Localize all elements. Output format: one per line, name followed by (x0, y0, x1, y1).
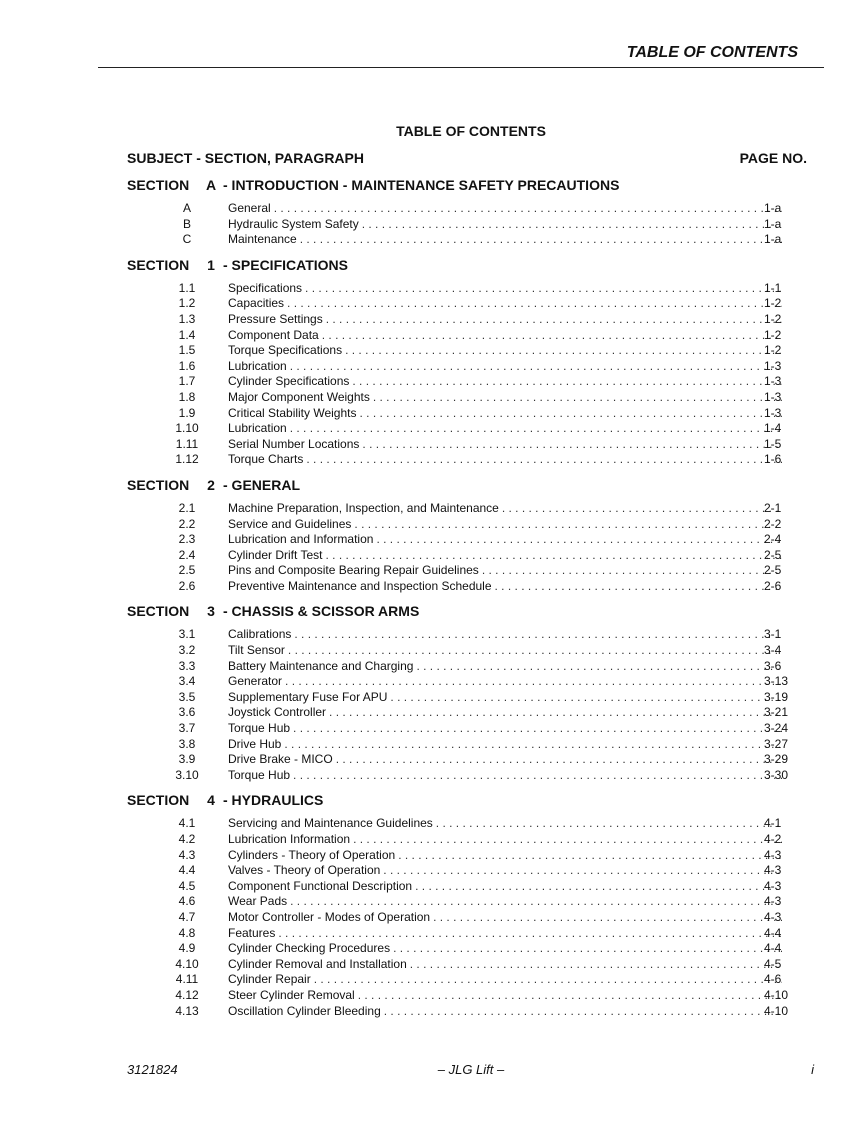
section-label: SECTION (127, 792, 190, 809)
dot-leader (416, 659, 782, 675)
entry-page: 1-4 (764, 421, 782, 436)
entry-number: 4.12 (175, 987, 199, 1002)
entry-leader (228, 941, 782, 957)
entry-page: 2-5 (764, 563, 782, 578)
dot-leader (287, 296, 782, 312)
entry-leader (228, 705, 782, 721)
section-label: SECTION (127, 256, 190, 273)
entry-title: Hydraulic System Safety (228, 216, 359, 231)
entry-page: 3-29 (764, 752, 789, 767)
dot-leader (322, 328, 782, 344)
entry-number: 3.10 (175, 767, 199, 782)
entry-number: 1.2 (178, 296, 196, 311)
toc-entry[interactable] (0, 659, 866, 675)
entry-page: 3-13 (764, 674, 789, 689)
dot-leader (359, 406, 782, 422)
dot-leader (293, 721, 782, 737)
entry-leader (228, 768, 782, 784)
dot-leader (398, 848, 782, 864)
toc-entry[interactable] (0, 1004, 866, 1020)
entry-number: C (182, 232, 192, 247)
dot-leader (410, 957, 782, 973)
entry-title: Major Component Weights (228, 389, 370, 404)
toc-section (0, 596, 866, 783)
section-number: 3 (207, 603, 215, 620)
entry-leader (228, 532, 782, 548)
toc-entry[interactable] (0, 421, 866, 437)
toc-entry[interactable] (0, 452, 866, 468)
entry-page: 3-24 (764, 721, 789, 736)
toc-entry[interactable] (0, 957, 866, 973)
entry-leader (228, 659, 782, 675)
entry-title: Cylinder Repair (228, 972, 311, 987)
entry-leader (228, 816, 782, 832)
entry-title: Torque Charts (228, 452, 304, 467)
toc-entry[interactable] (0, 312, 866, 328)
entry-leader (228, 406, 782, 422)
entry-number: 2.3 (178, 532, 196, 547)
entry-leader (228, 690, 782, 706)
entry-page: 4-1 (764, 816, 782, 831)
dot-leader (285, 674, 782, 690)
dot-leader (284, 737, 782, 753)
entry-leader (228, 832, 782, 848)
entry-title: Joystick Controller (228, 705, 327, 720)
entry-leader (228, 501, 782, 517)
entry-page: 4-5 (764, 956, 782, 971)
entry-leader (228, 863, 782, 879)
entry-page: 1-3 (764, 405, 782, 420)
toc-section (0, 785, 866, 1019)
entry-number: 1.6 (178, 358, 196, 373)
toc-entry[interactable] (0, 926, 866, 942)
entry-title: Torque Hub (228, 767, 291, 782)
dot-leader (329, 705, 782, 721)
entry-page: 4-3 (764, 847, 782, 862)
entry-number: 4.4 (178, 863, 196, 878)
entry-leader (228, 548, 782, 564)
entry-title: Torque Hub (228, 721, 291, 736)
entry-number: 4.13 (175, 1003, 199, 1018)
entry-page: 3-19 (764, 689, 789, 704)
section-label: SECTION (127, 476, 190, 493)
entry-page: 1-5 (764, 436, 782, 451)
toc-entry[interactable] (0, 674, 866, 690)
toc-entry[interactable] (0, 548, 866, 564)
entry-number: 1.11 (175, 436, 199, 451)
dot-leader (345, 343, 782, 359)
dot-leader (433, 910, 782, 926)
entry-title: Specifications (228, 280, 303, 295)
toc-title: TABLE OF CONTENTS (396, 123, 546, 139)
dot-leader (294, 627, 782, 643)
toc-list (0, 170, 866, 1021)
entry-page: 1-2 (764, 343, 782, 358)
toc-entry[interactable] (0, 988, 866, 1004)
entry-page: 3-27 (764, 736, 789, 751)
dot-leader (293, 768, 782, 784)
entry-page: 4-6 (764, 972, 782, 987)
toc-section (0, 170, 866, 248)
toc-entry[interactable] (0, 437, 866, 453)
entry-leader (228, 1004, 782, 1020)
dot-leader (393, 941, 782, 957)
dot-leader (383, 863, 782, 879)
entry-leader (228, 452, 782, 468)
entry-leader (228, 752, 782, 768)
entry-title: Cylinders - Theory of Operation (228, 847, 396, 862)
entry-title: Serial Number Locations (228, 436, 360, 451)
entry-leader (228, 296, 782, 312)
entry-page: 4-4 (764, 925, 782, 940)
entry-page: 1-6 (764, 452, 782, 467)
toc-entry[interactable] (0, 374, 866, 390)
toc-entry[interactable] (0, 972, 866, 988)
entry-leader (228, 374, 782, 390)
entry-page: 4-10 (764, 1003, 789, 1018)
dot-leader (354, 517, 782, 533)
toc-entry[interactable] (0, 563, 866, 579)
entry-page: 3-21 (764, 705, 789, 720)
entry-number: 1.5 (178, 343, 196, 358)
entry-number: 4.2 (178, 832, 196, 846)
entry-title: Component Data (228, 327, 319, 342)
entry-page: 2-1 (764, 500, 782, 515)
entry-title: Preventive Maintenance and Inspection Schedule (228, 578, 492, 593)
section-heading[interactable] (0, 170, 866, 201)
dot-leader (495, 579, 782, 595)
toc-entry[interactable] (0, 752, 866, 768)
entry-page: 4-3 (764, 894, 782, 909)
entry-title: Servicing and Maintenance Guidelines (228, 816, 433, 831)
dot-leader (290, 359, 782, 375)
entry-page: 4-10 (764, 987, 789, 1002)
entry-leader (228, 894, 782, 910)
toc-entry[interactable] (0, 705, 866, 721)
entry-title: Lubrication and Information (228, 532, 374, 547)
entry-leader (228, 674, 782, 690)
entry-number: 4.11 (175, 972, 199, 987)
entry-leader (228, 579, 782, 595)
dot-leader (482, 563, 782, 579)
toc-entry[interactable] (0, 517, 866, 533)
toc-entry[interactable] (0, 816, 866, 832)
dot-leader (336, 752, 782, 768)
section-heading[interactable] (0, 470, 866, 501)
entry-title: Motor Controller - Modes of Operation (228, 909, 431, 924)
toc-entry[interactable] (0, 359, 866, 375)
toc-entry[interactable] (0, 643, 866, 659)
entry-title: Drive Brake - MICO (228, 752, 333, 767)
entry-title: Capacities (228, 296, 285, 311)
dot-leader (358, 988, 782, 1004)
entry-leader (228, 201, 782, 217)
dot-leader (300, 232, 782, 248)
entry-page: 3-4 (764, 643, 782, 658)
entry-title: Calibrations (228, 627, 292, 642)
entry-number: 2.1 (178, 500, 196, 515)
toc-entry[interactable] (0, 894, 866, 910)
entry-number: 1.7 (178, 374, 196, 389)
entry-title: Cylinder Drift Test (228, 547, 323, 562)
dot-leader (278, 926, 782, 942)
entry-title: Pins and Composite Bearing Repair Guidelines (228, 563, 479, 578)
entry-leader (228, 848, 782, 864)
entry-page: 4-2 (764, 832, 782, 846)
entry-page: 4-3 (764, 909, 782, 924)
dot-leader (362, 217, 782, 233)
entry-page: 1-2 (764, 311, 782, 326)
entry-title: Cylinder Checking Procedures (228, 941, 391, 956)
dot-leader (415, 879, 782, 895)
entry-title: Torque Specifications (228, 343, 343, 358)
entry-leader (228, 232, 782, 248)
entry-page: 2-6 (764, 578, 782, 593)
toc-entry[interactable] (0, 232, 866, 248)
toc-entry[interactable] (0, 832, 866, 848)
dot-leader (384, 1004, 782, 1020)
toc-entry[interactable] (0, 690, 866, 706)
entry-leader (228, 563, 782, 579)
entry-title: Wear Pads (228, 894, 288, 909)
entry-title: Tilt Sensor (228, 643, 285, 658)
toc-entry[interactable] (0, 627, 866, 643)
footer-page-number: i (811, 1062, 814, 1077)
dot-leader (502, 501, 782, 517)
entry-leader (228, 281, 782, 297)
section-number: 2 (207, 476, 215, 493)
entry-leader (228, 359, 782, 375)
entry-number: 4.7 (178, 909, 196, 924)
entry-page: 1-2 (764, 296, 782, 311)
entry-leader (228, 390, 782, 406)
entry-number: 3.7 (178, 721, 196, 736)
dot-leader (274, 201, 782, 217)
entry-number: 1.8 (178, 389, 196, 404)
entry-title: Oscillation Cylinder Bleeding (228, 1003, 381, 1018)
entry-title: Cylinder Specifications (228, 374, 350, 389)
entry-page: 3-30 (764, 767, 789, 782)
entry-leader (228, 421, 782, 437)
entry-page: 1-1 (764, 280, 782, 295)
entry-page: 1-a (764, 201, 782, 215)
entry-title: Drive Hub (228, 736, 282, 751)
entry-number: 1.3 (178, 311, 196, 326)
toc-section (0, 470, 866, 595)
entry-number: A (182, 201, 191, 215)
entry-number: 3.4 (178, 674, 196, 689)
toc-entry[interactable] (0, 737, 866, 753)
dot-leader (436, 816, 782, 832)
entry-page: 1-3 (764, 389, 782, 404)
entry-leader (228, 879, 782, 895)
toc-entry[interactable] (0, 721, 866, 737)
dot-leader (353, 832, 782, 848)
dot-leader (362, 437, 782, 453)
entry-page: 1-3 (764, 374, 782, 389)
section-heading[interactable] (0, 596, 866, 627)
entry-leader (228, 721, 782, 737)
dot-leader (326, 312, 782, 328)
entry-title: Lubrication (228, 421, 287, 436)
toc-entry[interactable] (0, 501, 866, 517)
running-header-title: TABLE OF CONTENTS (626, 44, 798, 61)
entry-leader (228, 437, 782, 453)
entry-number: 4.5 (178, 878, 196, 893)
entry-number: 4.6 (178, 894, 196, 909)
entry-title: Valves - Theory of Operation (228, 863, 381, 878)
entry-page: 1-a (764, 216, 782, 231)
entry-page: 4-3 (764, 878, 782, 893)
entry-page: 2-2 (764, 516, 782, 531)
entry-number: B (182, 216, 191, 231)
dot-leader (290, 894, 782, 910)
section-title: - CHASSIS & SCISSOR ARMS (223, 603, 420, 620)
footer-doc-number: 3121824 (127, 1062, 178, 1077)
entry-number: 4.10 (175, 956, 199, 971)
entry-leader (228, 343, 782, 359)
entry-title: Generator (228, 674, 283, 689)
dot-leader (306, 452, 782, 468)
section-label: SECTION (127, 603, 190, 620)
entry-leader (228, 957, 782, 973)
dot-leader (305, 281, 782, 297)
dot-leader (352, 374, 782, 390)
entry-page: 1-2 (764, 327, 782, 342)
entry-number: 3.1 (178, 627, 196, 642)
entry-number: 2.2 (178, 516, 196, 531)
toc-entry[interactable] (0, 328, 866, 344)
entry-number: 1.10 (175, 421, 199, 436)
entry-page: 1-3 (764, 358, 782, 373)
toc-entry[interactable] (0, 532, 866, 548)
entry-page: 4-3 (764, 863, 782, 878)
entry-page: 3-1 (764, 627, 782, 642)
toc-entry[interactable] (0, 281, 866, 297)
entry-leader (228, 517, 782, 533)
section-heading[interactable] (0, 250, 866, 281)
entry-leader (228, 328, 782, 344)
entry-page: 2-4 (764, 532, 782, 547)
dot-leader (373, 390, 782, 406)
entry-title: Steer Cylinder Removal (228, 987, 355, 1002)
entry-title: Supplementary Fuse For APU (228, 689, 388, 704)
entry-page: 4-4 (764, 941, 782, 956)
entry-leader (228, 312, 782, 328)
toc-section (0, 250, 866, 468)
toc-entry[interactable] (0, 201, 866, 217)
column-header-subject: SUBJECT - SECTION, PARAGRAPH (127, 150, 364, 166)
dot-leader (290, 421, 782, 437)
entry-number: 2.4 (178, 547, 196, 562)
entry-title: Cylinder Removal and Installation (228, 956, 407, 971)
toc-entry[interactable] (0, 217, 866, 233)
entry-number: 2.5 (178, 563, 196, 578)
entry-number: 1.4 (178, 327, 196, 342)
section-label: SECTION (127, 177, 190, 193)
entry-number: 3.3 (178, 658, 196, 673)
entry-page: 2-5 (764, 547, 782, 562)
entry-leader (228, 627, 782, 643)
toc-entry[interactable] (0, 296, 866, 312)
section-title: - HYDRAULICS (223, 792, 324, 809)
entry-leader (228, 972, 782, 988)
entry-number: 1.1 (178, 280, 196, 295)
dot-leader (314, 972, 782, 988)
entry-number: 1.12 (175, 452, 199, 467)
entry-title: Battery Maintenance and Charging (228, 658, 414, 673)
section-heading[interactable] (0, 785, 866, 816)
toc-entry[interactable] (0, 406, 866, 422)
entry-page: 3-6 (764, 658, 782, 673)
toc-entry[interactable] (0, 863, 866, 879)
entry-title: Service and Guidelines (228, 516, 352, 531)
entry-number: 4.1 (178, 816, 196, 831)
section-number: 1 (207, 256, 215, 273)
entry-leader (228, 910, 782, 926)
toc-entry[interactable] (0, 768, 866, 784)
entry-title: General (228, 201, 271, 215)
entry-title: Maintenance (228, 232, 297, 247)
dot-leader (376, 532, 782, 548)
entry-title: Features (228, 925, 276, 940)
entry-leader (228, 643, 782, 659)
entry-number: 3.6 (178, 705, 196, 720)
header-rule (98, 67, 824, 68)
toc-entry[interactable] (0, 848, 866, 864)
column-header-page: PAGE NO. (739, 150, 807, 166)
entry-number: 3.8 (178, 736, 196, 751)
entry-number: 2.6 (178, 578, 196, 593)
section-title: - GENERAL (223, 476, 300, 493)
entry-number: 4.8 (178, 925, 196, 940)
entry-title: Lubrication (228, 358, 287, 373)
entry-title: Machine Preparation, Inspection, and Maintenance (228, 500, 499, 515)
dot-leader (325, 548, 782, 564)
section-number: 4 (207, 792, 215, 809)
toc-entry[interactable] (0, 390, 866, 406)
entry-title: Lubrication Information (228, 832, 351, 846)
section-title: - INTRODUCTION - MAINTENANCE SAFETY PRECAUTIONS (223, 177, 620, 193)
entry-leader (228, 737, 782, 753)
entry-page: 1-a (764, 232, 782, 247)
entry-leader (228, 217, 782, 233)
section-title: - SPECIFICATIONS (223, 256, 348, 273)
section-number: A (205, 177, 217, 193)
footer-brand: – JLG Lift – (437, 1062, 505, 1077)
entry-number: 4.9 (178, 941, 196, 956)
dot-leader (390, 690, 782, 706)
toc-entry[interactable] (0, 910, 866, 926)
entry-number: 1.9 (178, 405, 196, 420)
toc-entry[interactable] (0, 879, 866, 895)
entry-title: Critical Stability Weights (228, 405, 357, 420)
entry-number: 4.3 (178, 847, 196, 862)
entry-number: 3.9 (178, 752, 196, 767)
entry-number: 3.2 (178, 643, 196, 658)
toc-entry[interactable] (0, 941, 866, 957)
entry-title: Pressure Settings (228, 311, 323, 326)
entry-leader (228, 926, 782, 942)
entry-number: 3.5 (178, 689, 196, 704)
entry-title: Component Functional Description (228, 878, 413, 893)
toc-entry[interactable] (0, 579, 866, 595)
entry-leader (228, 988, 782, 1004)
dot-leader (288, 643, 782, 659)
toc-entry[interactable] (0, 343, 866, 359)
